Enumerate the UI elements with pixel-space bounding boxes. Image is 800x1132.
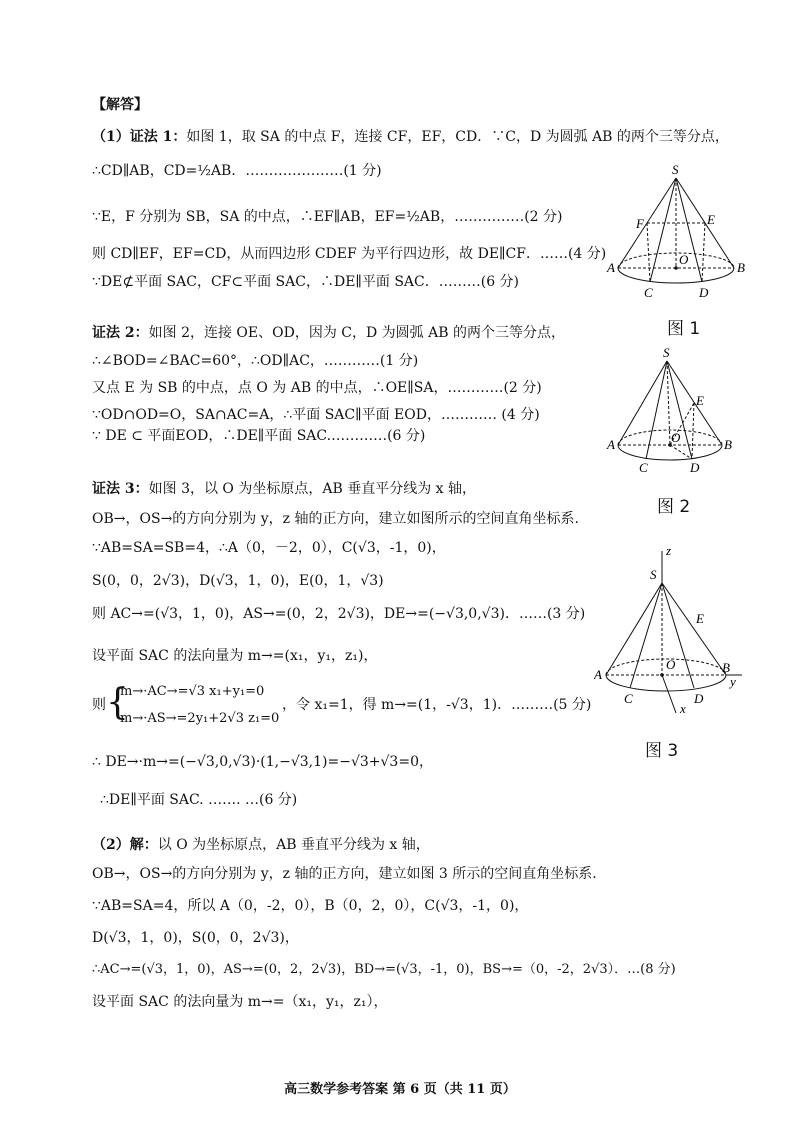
proof2-line3: 又点 E 为 SB 的中点，点 O 为 AB 的中点，∴OE∥SA，…………(2 分) [92, 380, 542, 396]
figure-1-cone [606, 160, 756, 310]
part2-line4: D(√3，1，0)，S(0，0，2√3)， [92, 930, 299, 946]
fig3-label-e: E [696, 611, 704, 626]
part2-line6: 设平面 SAC 的法向量为 m→=（x₁，y₁，z₁）， [92, 994, 388, 1010]
proof3-line4: S(0，0，2√3)，D(√3，1，0)，E(0，1，√3) [92, 573, 384, 589]
proof3-line1: 证法 3：如图 3，以 O 为坐标原点，AB 垂直平分线为 x 轴， [92, 481, 477, 497]
proof3-line9: ∴DE∥平面 SAC. ……. …(6 分) [100, 792, 298, 808]
proof1-label: （1）证法 1： [92, 129, 187, 145]
fig1-label-b: B [737, 260, 745, 275]
proof1-line5: ∵DE⊄平面 SAC，CF⊂平面 SAC，∴DE∥平面 SAC．………(6 分) [92, 274, 520, 290]
proof3-brace: { [106, 682, 129, 723]
proof2-line2: ∴∠BOD=∠BAC=60°，∴OD∥AC，…………(1 分) [92, 353, 419, 369]
fig3-label-b: B [722, 660, 730, 675]
proof3-line8: ∴ DE→·m→=(−√3,0,√3)·(1,−√3,1)=−√3+√3=0， [92, 754, 433, 770]
proof2-line5: ∵ DE ⊂ 平面EOD，∴DE∥平面 SAC.…………(6 分) [92, 428, 426, 444]
part2-line1: （2）解：以 O 为坐标原点，AB 垂直平分线为 x 轴， [92, 837, 430, 853]
fig1-label-c: C [644, 285, 653, 300]
fig2-label-a: A [607, 437, 615, 452]
fig3-label-x: x [680, 701, 686, 716]
fig3-label-z: z [666, 545, 672, 558]
fig3-label-y: y [730, 674, 736, 689]
fig2-label-o: O [671, 430, 681, 445]
proof3-label: 证法 3： [92, 481, 149, 497]
figure-3-caption: 图 3 [645, 741, 679, 761]
fig3-label-d: D [694, 691, 704, 706]
proof1-line3: ∵E，F 分别为 SB，SA 的中点，∴EF∥AB，EF=½AB，……………(2 分) [92, 209, 563, 225]
fig2-label-c: C [639, 460, 648, 475]
fig3-label-s: S [650, 567, 657, 582]
fig3-label-o: O [666, 657, 676, 672]
figure-2-cone [606, 345, 736, 475]
page-footer: 高三数学参考答案 第 6 页（共 11 页） [284, 1082, 516, 1097]
figure-1-caption: 图 1 [667, 319, 701, 339]
fig1-label-a: A [607, 260, 615, 275]
proof1-line1: （1）证法 1：如图 1，取 SA 的中点 F，连接 CF，EF，CD．∵C，D 为圆弧 AB 的两个三等分点， [92, 129, 729, 145]
proof3-system-eq2: m→·AS→=2y₁+2√3 z₁=0 [120, 711, 280, 726]
fig1-label-s: S [672, 162, 679, 177]
fig2-label-b: B [724, 437, 732, 452]
proof1-line4: 则 CD∥EF，EF=CD，从而四边形 CDEF 为平行四边形，故 DE∥CF．……(4 分) [92, 246, 607, 262]
proof3-line2: OB→，OS→的方向分别为 y，z 轴的正方向，建立如图所示的空间直角坐标系. [92, 511, 579, 527]
fig2-label-d: D [690, 460, 700, 475]
part2-line5: ∴AC→=(√3，1，0)，AS→=(0，2，2√3)，BD→=(√3，-1，0)，BS→=（0，-2，2√3）．…(8 分) [92, 962, 676, 977]
fig2-label-e: E [696, 393, 704, 408]
proof2-line4: ∵OD∩OD=O，SA∩AC=A，∴平面 SAC∥平面 EOD，………… (4 分) [92, 407, 540, 423]
part2-line2: OB→，OS→的方向分别为 y，z 轴的正方向，建立如图 3 所示的空间直角坐标系. [92, 866, 597, 882]
fig2-label-s: S [663, 345, 670, 360]
proof3-line5: 则 AC→=(√3，1，0)，AS→=(0，2，2√3)，DE→=(−√3,0,√3)．……(3 分) [92, 606, 586, 622]
proof1-line2: ∴CD∥AB，CD=½AB．…………………(1 分) [92, 163, 382, 179]
fig3-label-a: A [594, 667, 602, 682]
figure-2-caption: 图 2 [657, 497, 691, 517]
fig1-label-e: E [707, 212, 715, 227]
proof2-line1: 证法 2：如图 2，连接 OE、OD，因为 C，D 为圆弧 AB 的两个三等分点， [92, 325, 565, 341]
fig1-label-d: D [699, 285, 709, 300]
part2-line3: ∵AB=SA=4，所以 A（0，-2，0），B（0，2，0），C(√3，-1，0)， [92, 898, 529, 914]
proof3-system-rest: ，令 x₁=1，得 m→=(1，-√3，1)．………(5 分) [282, 697, 592, 713]
proof3-line6: 设平面 SAC 的法向量为 m→=(x₁，y₁，z₁)， [92, 648, 378, 664]
proof3-system-prefix: 则 [92, 697, 106, 713]
fig3-label-c: C [624, 691, 633, 706]
proof3-line3: ∵AB=SA=SB=4，∴A（0，－2，0），C(√3，-1，0)， [92, 540, 446, 556]
figure-3-cone [594, 545, 754, 720]
part2-label: （2）解： [92, 837, 158, 853]
fig1-label-o: O [679, 252, 689, 267]
proof2-label: 证法 2： [92, 325, 149, 341]
fig1-label-f: F [636, 216, 644, 231]
proof3-system-eq1: m→·AC→=√3 x₁+y₁=0 [120, 684, 265, 699]
answer-header: 【解答】 [92, 97, 148, 113]
